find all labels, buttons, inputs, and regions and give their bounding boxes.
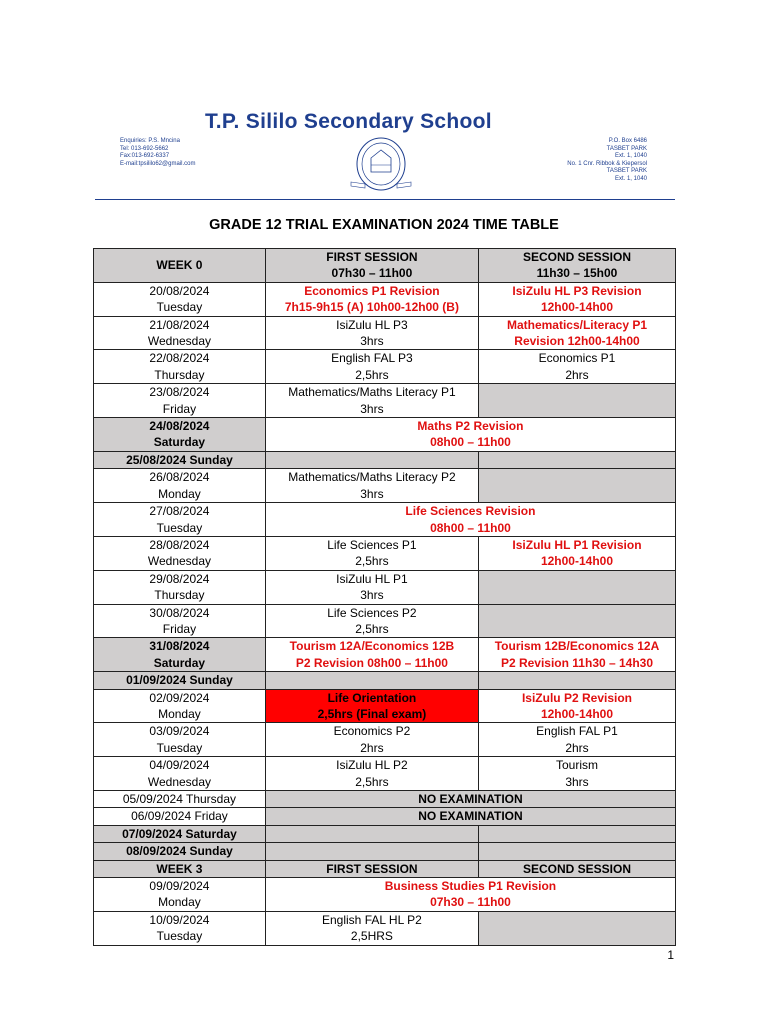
second-session-cell: [478, 282, 675, 316]
combined-session-cell: [265, 418, 675, 452]
cell-text: NO EXAMINATION: [418, 809, 523, 824]
cell-text: Tourism 12A/Economics 12B: [289, 639, 455, 654]
cell-text: 2hrs: [565, 740, 589, 755]
cell-text: Monday: [158, 706, 201, 721]
cell-text: 05/09/2024 Thursday: [122, 792, 237, 806]
cell-text: Business Studies P1 Revision: [384, 879, 557, 894]
date-cell: [94, 757, 266, 791]
cell-text: 2hrs: [360, 740, 384, 755]
table-row: [94, 689, 676, 723]
cell-text: 01/09/2024 Sunday: [126, 673, 233, 688]
contact-right: [567, 138, 647, 184]
cell-text: WEEK 0: [156, 258, 203, 273]
cell-text: Tuesday: [156, 740, 203, 755]
cell-text: 26/08/2024: [149, 470, 210, 485]
cell-text: NO EXAMINATION: [418, 792, 523, 806]
first-session-cell: [265, 638, 478, 672]
contact-line: Ext. 1, 1040: [614, 175, 647, 182]
combined-session-cell: [265, 878, 675, 912]
first-session-cell: [265, 350, 478, 384]
first-session-cell: [265, 570, 478, 604]
second-session-header-cell: [478, 249, 675, 283]
cell-text: English FAL P1: [536, 724, 618, 739]
cell-text: IsiZulu HL P1 Revision: [512, 537, 642, 552]
cell-text: Tuesday: [156, 929, 203, 944]
table-row: [94, 808, 676, 825]
cell-text: IsiZulu HL P1: [336, 571, 408, 586]
table-row: [94, 791, 676, 808]
cell-text: 3hrs: [360, 588, 384, 603]
cell-text: 2,5hrs: [355, 367, 389, 382]
table-row: [94, 282, 676, 316]
cell-text: Economics P1 Revision: [304, 283, 440, 298]
letterhead: [95, 88, 675, 200]
first-session-cell: [265, 911, 478, 945]
date-cell: [94, 723, 266, 757]
table-row: [94, 843, 676, 860]
contact-line: TASBET PARK: [606, 145, 647, 152]
first-session-cell: [265, 536, 478, 570]
cell-text: 21/08/2024: [149, 317, 210, 332]
cell-text: 2,5hrs: [355, 774, 389, 789]
contact-line: Enquiries: P.S. Mncina: [120, 138, 180, 144]
date-cell: [94, 878, 266, 912]
first-session-cell: [265, 672, 478, 689]
cell-text: IsiZulu HL P3 Revision: [512, 283, 642, 298]
first-session-cell: [265, 469, 478, 503]
cell-text: SECOND SESSION: [522, 250, 631, 264]
table-row: [94, 723, 676, 757]
cell-text: 30/08/2024: [149, 605, 210, 620]
cell-text: FIRST SESSION: [326, 861, 418, 876]
cell-text: Life Orientation: [327, 690, 417, 705]
cell-text: IsiZulu P2 Revision: [521, 690, 632, 705]
table-row: [94, 469, 676, 503]
first-session-cell: [265, 723, 478, 757]
cell-text: IsiZulu HL P3: [336, 317, 408, 332]
cell-text: Thursday: [154, 588, 205, 603]
cell-text: 07h30 – 11h00: [331, 266, 413, 281]
first-session-cell: [265, 604, 478, 638]
cell-text: 27/08/2024: [149, 504, 210, 519]
school-crest-logo: [331, 136, 431, 192]
cell-text: Mathematics/Maths Literacy P1: [288, 385, 456, 400]
date-cell: [94, 911, 266, 945]
cell-text: 02/09/2024: [149, 690, 210, 705]
cell-text: 3hrs: [360, 486, 384, 501]
date-cell: [94, 808, 266, 825]
second-session-cell: [478, 689, 675, 723]
cell-text: Life Sciences Revision: [405, 504, 536, 519]
cell-text: Life Sciences P2: [327, 605, 417, 620]
cell-text: Wednesday: [147, 554, 212, 569]
second-session-cell: [478, 536, 675, 570]
first-session-cell: [265, 384, 478, 418]
cell-text: 31/08/2024: [149, 639, 210, 654]
cell-text: 04/09/2024: [149, 758, 210, 773]
week-header-cell: [94, 249, 266, 283]
table-row: [94, 570, 676, 604]
second-session-cell: [478, 723, 675, 757]
second-session-cell: [478, 843, 675, 860]
contact-line: Tel: 013-692-5662: [120, 145, 169, 152]
cell-text: 23/08/2024: [149, 385, 210, 400]
cell-text: Maths P2 Revision: [417, 419, 524, 434]
cell-text: Wednesday: [147, 334, 212, 349]
cell-text: Mathematics/Literacy P1: [506, 317, 648, 332]
date-cell: [94, 469, 266, 503]
cell-text: Tuesday: [156, 520, 203, 535]
cell-text: 08h00 – 11h00: [430, 520, 511, 535]
table-row: [94, 672, 676, 689]
date-cell: [94, 384, 266, 418]
first-session-cell: [265, 825, 478, 842]
cell-text: 28/08/2024: [149, 537, 210, 552]
cell-text: 3hrs: [360, 334, 384, 349]
week-header-cell: [94, 860, 266, 877]
second-session-header-cell: [478, 860, 675, 877]
second-session-cell: [478, 451, 675, 468]
cell-text: Mathematics/Maths Literacy P2: [288, 470, 456, 485]
second-session-cell: [478, 604, 675, 638]
table-row: [94, 384, 676, 418]
cell-text: Tuesday: [156, 300, 203, 315]
cell-text: 29/08/2024: [149, 571, 210, 586]
cell-text: 24/08/2024: [149, 419, 210, 434]
first-session-header-cell: [265, 249, 478, 283]
first-session-cell: [265, 843, 478, 860]
cell-text: 3hrs: [565, 774, 589, 789]
second-session-cell: [478, 672, 675, 689]
date-cell: [94, 791, 266, 808]
cell-text: Monday: [158, 895, 201, 910]
page-title: GRADE 12 TRIAL EXAMINATION 2024 TIME TABLE: [209, 217, 559, 233]
cell-text: Tourism: [555, 758, 598, 773]
cell-text: Monday: [158, 486, 201, 501]
first-session-cell: [265, 282, 478, 316]
contact-line: Ext. 1, 1040: [614, 153, 647, 160]
date-cell: [94, 638, 266, 672]
contact-line: P.O. Box 6486: [608, 138, 647, 144]
cell-text: P2 Revision 11h30 – 14h30: [500, 655, 654, 670]
cell-text: 07/09/2024 Saturday: [122, 826, 237, 841]
cell-text: 08h00 – 11h00: [430, 435, 511, 450]
cell-text: P2 Revision 08h00 – 11h00: [295, 655, 448, 670]
cell-text: 08/09/2024 Sunday: [126, 844, 233, 859]
cell-text: English FAL P3: [331, 351, 413, 366]
cell-text: 07h30 – 11h00: [430, 895, 511, 910]
cell-text: FIRST SESSION: [326, 250, 418, 264]
first-session-header-cell: [265, 860, 478, 877]
cell-text: Thursday: [154, 367, 205, 382]
date-cell: [94, 350, 266, 384]
table-row: [94, 350, 676, 384]
contact-line: Fax:013-692-6337: [120, 153, 170, 160]
date-cell: [94, 570, 266, 604]
cell-text: English FAL HL P2: [322, 912, 422, 927]
table-row: [94, 316, 676, 350]
cell-text: 2,5HRS: [350, 929, 393, 944]
cell-text: Saturday: [153, 655, 206, 670]
second-session-cell: [478, 638, 675, 672]
combined-session-cell: [265, 503, 675, 537]
second-session-cell: [478, 911, 675, 945]
date-cell: [94, 604, 266, 638]
date-cell: [94, 418, 266, 452]
date-cell: [94, 843, 266, 860]
contact-line: E-mail:tpsililo62@gmail.com: [120, 160, 196, 167]
cell-text: 7h15-9h15 (A) 10h00-12h00 (B): [284, 300, 459, 315]
cell-text: 2,5hrs: [355, 554, 389, 569]
first-session-cell: [265, 689, 478, 723]
date-cell: [94, 316, 266, 350]
cell-text: Economics P1: [538, 351, 616, 366]
date-cell: [94, 503, 266, 537]
table-row: [94, 451, 676, 468]
cell-text: IsiZulu HL P2: [336, 758, 408, 773]
cell-text: 12h00-14h00: [540, 300, 613, 315]
no-examination-cell: [265, 808, 675, 825]
cell-text: Friday: [162, 401, 197, 416]
date-cell: [94, 451, 266, 468]
contact-left: [120, 138, 195, 168]
cell-text: WEEK 3: [156, 861, 203, 876]
table-row: [94, 825, 676, 842]
cell-text: 06/09/2024 Friday: [131, 809, 228, 824]
date-cell: [94, 536, 266, 570]
first-session-cell: [265, 316, 478, 350]
second-session-cell: [478, 469, 675, 503]
contact-line: TASBET PARK: [606, 168, 647, 175]
table-row: [94, 604, 676, 638]
table-row: [94, 418, 676, 452]
no-examination-cell: [265, 791, 675, 808]
cell-text: 22/08/2024: [149, 351, 210, 366]
cell-text: 3hrs: [360, 401, 384, 416]
cell-text: 12h00-14h00: [540, 554, 613, 569]
date-cell: [94, 672, 266, 689]
second-session-cell: [478, 570, 675, 604]
cell-text: Revision 12h00-14h00: [514, 334, 640, 349]
second-session-cell: [478, 350, 675, 384]
first-session-cell: [265, 451, 478, 468]
table-row: [94, 536, 676, 570]
table-row: [94, 878, 676, 912]
table-row: [94, 249, 676, 283]
table-row: [94, 860, 676, 877]
date-cell: [94, 689, 266, 723]
table-row: [94, 503, 676, 537]
cell-text: 11h30 – 15h00: [536, 266, 618, 281]
cell-text: Life Sciences P1: [327, 537, 417, 552]
letterhead-divider: [95, 199, 675, 200]
school-name: T.P. Sililo Secondary School: [205, 110, 492, 133]
cell-text: 2,5hrs: [355, 621, 389, 636]
second-session-cell: [478, 825, 675, 842]
cell-text: Economics P2: [333, 724, 411, 739]
timetable-body: [94, 249, 676, 946]
cell-text: 25/08/2024 Sunday: [126, 452, 233, 467]
date-cell: [94, 825, 266, 842]
second-session-cell: [478, 316, 675, 350]
cell-text: Friday: [162, 621, 197, 636]
cell-text: SECOND SESSION: [522, 861, 631, 876]
timetable: [93, 248, 676, 946]
cell-text: 09/09/2024: [149, 879, 210, 894]
second-session-cell: [478, 757, 675, 791]
table-row: [94, 757, 676, 791]
table-row: [94, 911, 676, 945]
cell-text: 10/09/2024: [149, 912, 210, 927]
cell-text: 20/08/2024: [149, 283, 210, 298]
cell-text: Saturday: [153, 435, 206, 450]
cell-text: Wednesday: [147, 774, 212, 789]
page-number: 1: [667, 948, 674, 962]
cell-text: Tourism 12B/Economics 12A: [494, 639, 660, 654]
cell-text: 03/09/2024: [149, 724, 210, 739]
second-session-cell: [478, 384, 675, 418]
first-session-cell: [265, 757, 478, 791]
cell-text: 2hrs: [565, 367, 589, 382]
cell-text: 2,5hrs (Final exam): [317, 706, 427, 721]
contact-line: No. 1 Cnr. Ribbok & Kiepersol: [567, 160, 647, 167]
table-row: [94, 638, 676, 672]
date-cell: [94, 282, 266, 316]
cell-text: 12h00-14h00: [540, 706, 613, 721]
